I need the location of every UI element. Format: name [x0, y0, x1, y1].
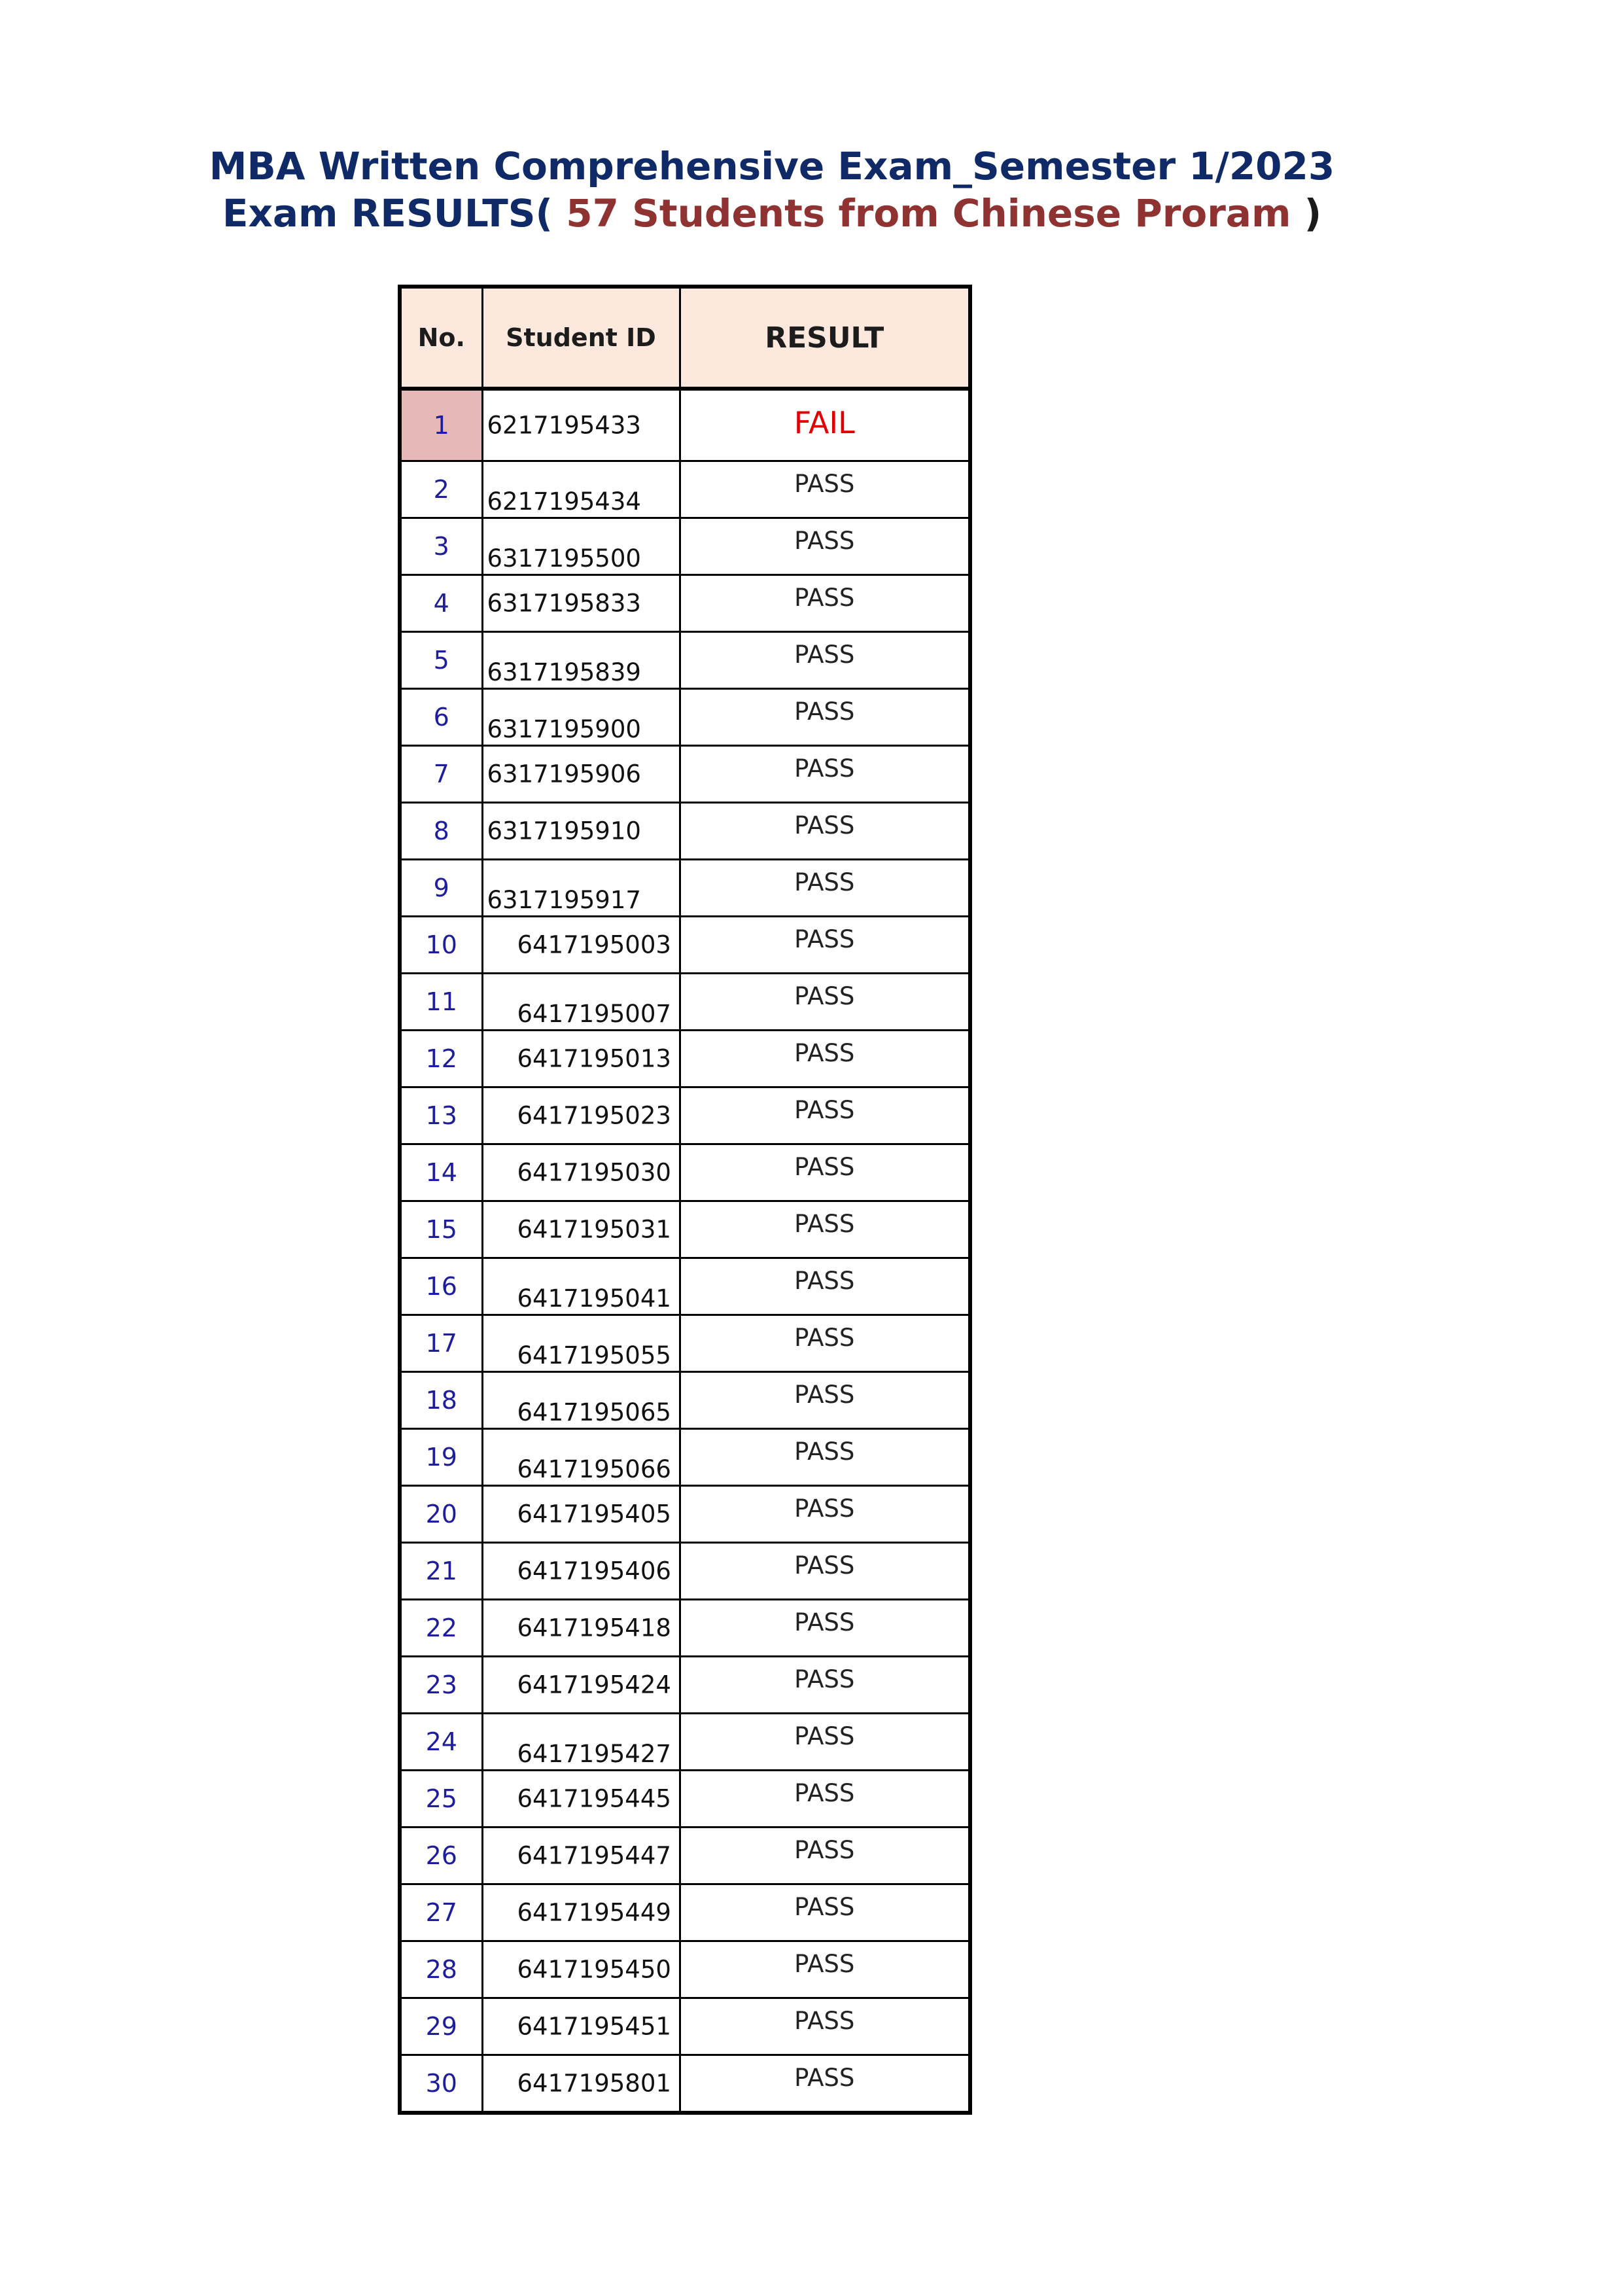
results-body — [400, 389, 970, 2113]
student-id: 6317195500 — [487, 544, 641, 573]
result-cell — [680, 1600, 970, 1657]
result-cell — [680, 1941, 970, 1998]
row-number: 20 — [400, 1486, 482, 1543]
table-row — [400, 917, 970, 974]
result-cell — [680, 917, 970, 974]
table-row — [400, 1657, 970, 1714]
table-row — [400, 461, 970, 518]
result-value: PASS — [794, 698, 855, 726]
result-value: PASS — [794, 1267, 855, 1295]
student-id: 6217195433 — [487, 411, 641, 440]
result-cell — [680, 1087, 970, 1144]
result-cell — [680, 1998, 970, 2055]
result-value: PASS — [794, 1665, 855, 1693]
row-number: 12 — [400, 1031, 482, 1087]
row-number: 28 — [400, 1941, 482, 1998]
student-id: 6417195066 — [517, 1455, 671, 1483]
student-id-cell — [482, 1372, 680, 1429]
row-number: 1 — [400, 389, 482, 461]
student-id-cell — [482, 1429, 680, 1486]
result-value: PASS — [794, 1494, 855, 1523]
result-value: PASS — [794, 1950, 855, 1978]
header-no: No. — [400, 287, 482, 389]
table-row — [400, 632, 970, 689]
row-number: 8 — [400, 803, 482, 860]
result-value: PASS — [794, 982, 855, 1010]
table-row — [400, 389, 970, 461]
result-cell — [680, 689, 970, 746]
result-value: PASS — [794, 2064, 855, 2092]
result-value: PASS — [794, 1608, 855, 1636]
student-id-cell — [482, 518, 680, 575]
table-row — [400, 1258, 970, 1315]
results-table — [398, 285, 972, 2115]
result-value: FAIL — [794, 405, 855, 440]
student-id-cell — [482, 575, 680, 632]
row-number: 4 — [400, 575, 482, 632]
result-cell — [680, 1657, 970, 1714]
row-number: 19 — [400, 1429, 482, 1486]
table-row — [400, 1543, 970, 1600]
student-id-cell — [482, 1031, 680, 1087]
row-number: 22 — [400, 1600, 482, 1657]
student-id: 6417195405 — [517, 1500, 671, 1528]
row-number: 18 — [400, 1372, 482, 1429]
student-id-cell — [482, 1144, 680, 1201]
student-id-cell — [482, 1828, 680, 1884]
student-id: 6317195900 — [487, 715, 641, 743]
student-id-cell — [482, 1771, 680, 1828]
header-student-id: Student ID — [482, 287, 680, 389]
table-row — [400, 1144, 970, 1201]
result-cell — [680, 1429, 970, 1486]
title-closing-paren: ) — [1304, 191, 1322, 236]
result-value: PASS — [794, 527, 855, 555]
student-id-cell — [482, 917, 680, 974]
result-cell — [680, 1543, 970, 1600]
result-value: PASS — [794, 1893, 855, 1921]
row-number: 7 — [400, 746, 482, 803]
student-id: 6417195031 — [517, 1215, 671, 1244]
student-id: 6417195030 — [517, 1158, 671, 1187]
table-row — [400, 518, 970, 575]
student-id: 6417195406 — [517, 1557, 671, 1585]
result-value: PASS — [794, 1324, 855, 1352]
result-cell — [680, 1714, 970, 1771]
result-value: PASS — [794, 1096, 855, 1124]
row-number: 21 — [400, 1543, 482, 1600]
row-number: 23 — [400, 1657, 482, 1714]
result-value: PASS — [794, 1153, 855, 1181]
row-number: 14 — [400, 1144, 482, 1201]
table-row — [400, 1941, 970, 1998]
student-id: 6417195427 — [517, 1740, 671, 1768]
student-id: 6417195424 — [517, 1670, 671, 1699]
student-id: 6417195450 — [517, 1955, 671, 1984]
table-row — [400, 1486, 970, 1543]
result-value: PASS — [794, 1210, 855, 1238]
student-id: 6417195013 — [517, 1044, 671, 1073]
result-value: PASS — [794, 1438, 855, 1466]
result-value: PASS — [794, 811, 855, 839]
row-number: 15 — [400, 1201, 482, 1258]
result-cell — [680, 1315, 970, 1372]
document-title — [0, 143, 1544, 237]
result-cell — [680, 1201, 970, 1258]
row-number: 27 — [400, 1884, 482, 1941]
table-row — [400, 746, 970, 803]
student-id: 6317195839 — [487, 658, 641, 686]
row-number: 24 — [400, 1714, 482, 1771]
row-number: 3 — [400, 518, 482, 575]
student-id-cell — [482, 974, 680, 1031]
student-id-cell — [482, 1201, 680, 1258]
row-number: 9 — [400, 860, 482, 917]
result-cell — [680, 389, 970, 461]
student-id: 6317195833 — [487, 589, 641, 618]
table-row — [400, 2055, 970, 2113]
table-row — [400, 689, 970, 746]
row-number: 17 — [400, 1315, 482, 1372]
table-row — [400, 1884, 970, 1941]
result-value: PASS — [794, 754, 855, 783]
student-id: 6417195418 — [517, 1614, 671, 1642]
student-id-cell — [482, 632, 680, 689]
result-value: PASS — [794, 1551, 855, 1580]
table-row — [400, 803, 970, 860]
student-id: 6417195007 — [517, 1000, 671, 1028]
student-id-cell — [482, 1884, 680, 1941]
student-id-cell — [482, 1657, 680, 1714]
student-id: 6417195445 — [517, 1784, 671, 1813]
result-value: PASS — [794, 925, 855, 953]
result-cell — [680, 860, 970, 917]
result-value: PASS — [794, 1836, 855, 1864]
result-cell — [680, 1828, 970, 1884]
table-row — [400, 1201, 970, 1258]
table-row — [400, 1771, 970, 1828]
student-id: 6417195065 — [517, 1398, 671, 1426]
student-id: 6317195906 — [487, 760, 641, 788]
table-row — [400, 1315, 970, 1372]
student-id-cell — [482, 461, 680, 518]
student-id-cell — [482, 1087, 680, 1144]
student-id-cell — [482, 1714, 680, 1771]
row-number: 11 — [400, 974, 482, 1031]
result-value: PASS — [794, 641, 855, 669]
student-id-cell — [482, 803, 680, 860]
table-row — [400, 1714, 970, 1771]
title-line-1: MBA Written Comprehensive Exam_Semester 1/2023 — [209, 144, 1335, 188]
student-id-cell — [482, 1486, 680, 1543]
table-row — [400, 1429, 970, 1486]
result-cell — [680, 632, 970, 689]
result-cell — [680, 1031, 970, 1087]
table-row — [400, 974, 970, 1031]
student-id: 6217195434 — [487, 487, 641, 516]
student-id-cell — [482, 746, 680, 803]
student-id-cell — [482, 1998, 680, 2055]
result-cell — [680, 1771, 970, 1828]
row-number: 25 — [400, 1771, 482, 1828]
student-id-cell — [482, 1600, 680, 1657]
table-row — [400, 1998, 970, 2055]
student-id-cell — [482, 689, 680, 746]
student-id: 6317195917 — [487, 886, 641, 914]
row-number: 26 — [400, 1828, 482, 1884]
result-value: PASS — [794, 1381, 855, 1409]
table-row — [400, 1087, 970, 1144]
student-id: 6417195055 — [517, 1341, 671, 1369]
student-id: 6417195449 — [517, 1898, 671, 1927]
result-cell — [680, 1372, 970, 1429]
row-number: 30 — [400, 2055, 482, 2113]
result-value: PASS — [794, 1039, 855, 1067]
row-number: 2 — [400, 461, 482, 518]
result-cell — [680, 1144, 970, 1201]
result-value: PASS — [794, 2007, 855, 2035]
student-id-cell — [482, 2055, 680, 2113]
result-value: PASS — [794, 868, 855, 896]
result-cell — [680, 2055, 970, 2113]
student-id: 6417195041 — [517, 1284, 671, 1313]
result-value: PASS — [794, 1779, 855, 1807]
student-id: 6417195003 — [517, 930, 671, 959]
result-cell — [680, 518, 970, 575]
title-line-2 — [0, 190, 1544, 237]
result-cell — [680, 746, 970, 803]
result-cell — [680, 1258, 970, 1315]
row-number: 6 — [400, 689, 482, 746]
student-id-cell — [482, 860, 680, 917]
row-number: 5 — [400, 632, 482, 689]
result-cell — [680, 575, 970, 632]
student-id-cell — [482, 1941, 680, 1998]
table-row — [400, 1828, 970, 1884]
student-id: 6417195801 — [517, 2069, 671, 2098]
row-number: 13 — [400, 1087, 482, 1144]
title-results-label: Exam RESULTS( — [222, 191, 553, 236]
result-value: PASS — [794, 1722, 855, 1750]
header-result: RESULT — [680, 287, 970, 389]
row-number: 29 — [400, 1998, 482, 2055]
result-cell — [680, 974, 970, 1031]
table-row — [400, 575, 970, 632]
result-value: PASS — [794, 584, 855, 612]
student-id-cell — [482, 1543, 680, 1600]
result-cell — [680, 1884, 970, 1941]
result-cell — [680, 461, 970, 518]
table-row — [400, 1031, 970, 1087]
student-id: 6417195451 — [517, 2012, 671, 2041]
student-id: 6317195910 — [487, 817, 641, 845]
student-id: 6417195447 — [517, 1841, 671, 1870]
table-row — [400, 1600, 970, 1657]
header-row — [400, 287, 970, 389]
row-number: 10 — [400, 917, 482, 974]
table-row — [400, 1372, 970, 1429]
student-id-cell — [482, 389, 680, 461]
result-cell — [680, 803, 970, 860]
row-number: 16 — [400, 1258, 482, 1315]
result-value: PASS — [794, 470, 855, 498]
table-row — [400, 860, 970, 917]
student-id-cell — [482, 1258, 680, 1315]
student-id: 6417195023 — [517, 1101, 671, 1130]
result-cell — [680, 1486, 970, 1543]
student-id-cell — [482, 1315, 680, 1372]
title-program-highlight: 57 Students from Chinese Proram — [553, 191, 1304, 236]
